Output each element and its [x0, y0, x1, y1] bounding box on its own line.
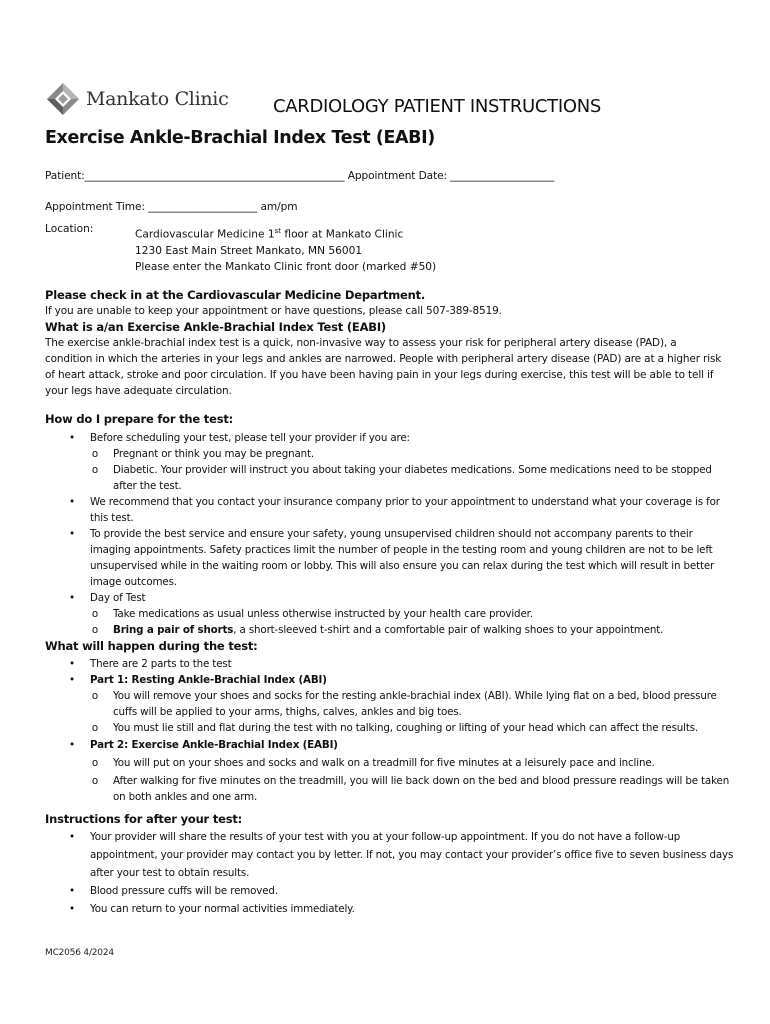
logo-text: Mankato Clinic: [86, 88, 229, 110]
sub-list-item: o After walking for five minutes on the treadmill, you will lie back down on the bed and blood pressure readings will be taken on both ankles and one arm.: [91, 775, 730, 803]
location-line-2: 1230 East Main Street Mankato, MN 56001: [135, 244, 363, 257]
list-item: • There are 2 parts to the test: [69, 658, 232, 670]
list-item: • Day of Test: [69, 592, 146, 604]
mankato-clinic-logo-icon: [46, 82, 80, 116]
what-is-text: The exercise ankle-brachial index test is a quick, non-invasive way to assess your risk for peripheral artery disease (PAD), a condition in which the arteries in your legs and ankles are narrowed. People with peripheral artery disease (PAD) are at a higher risk of heart attack, stroke and poor circulation. If you have been having pain in your legs during exercise, this test will be able to tell if your legs have adequate circulation.: [45, 337, 722, 397]
appointment-time-line: Appointment Time: _____________________ am/pm: [45, 201, 298, 213]
patient-appointment-date-line: Patient:__________________________________________________ Appointment Date: ____________________: [45, 170, 555, 182]
sub-list-item: o You will remove your shoes and socks for the resting ankle-brachial index (ABI). While lying flat on a bed, blood pressure cuffs will be applied to your arms, thighs, calves, ankles and big toes.: [91, 690, 717, 718]
form-code: MC2056 4/2024: [45, 948, 114, 958]
list-item: • Part 1: Resting Ankle-Brachial Index (ABI): [69, 674, 327, 686]
sub-list-item: o Bring a pair of shorts, a short-sleeved t-shirt and a comfortable pair of walking shoes to your appointment.: [91, 624, 664, 636]
sub-list-item: o Pregnant or think you may be pregnant.: [91, 448, 315, 460]
list-item: • Your provider will share the results of your test with you at your follow-up appointment. If you do not have a follow-up appointment, your provider may contact you by letter. If not, you may contact your provider’s office five to seven business days after your test to obtain results.: [69, 831, 734, 879]
sub-list-item: o You must lie still and flat during the test with no talking, coughing or lifting of your head which can affect the results.: [91, 722, 699, 734]
document-title: Exercise Ankle-Brachial Index Test (EABI): [45, 128, 435, 148]
list-item: • You can return to your normal activities immediately.: [69, 903, 355, 915]
checkin-heading: Please check in at the Cardiovascular Medicine Department.: [45, 288, 426, 302]
sub-list-item: o Diabetic. Your provider will instruct you about taking your diabetes medications. Some medications need to be stopped after the test.: [91, 464, 712, 492]
sub-list-item: o Take medications as usual unless otherwise instructed by your health care provider.: [91, 608, 533, 620]
prepare-heading: How do I prepare for the test:: [45, 412, 234, 426]
after-list: [45, 828, 735, 918]
during-heading: What will happen during the test:: [45, 639, 258, 653]
list-item: • Part 2: Exercise Ankle-Brachial Index (EABI): [69, 739, 338, 751]
location-line-1: Cardiovascular Medicine 1st floor at Mankato Clinic: [135, 227, 404, 241]
list-item: • We recommend that you contact your insurance company prior to your appointment to understand what your coverage is for this test.: [69, 496, 720, 524]
checkin-text: If you are unable to keep your appointment or have questions, please call 507-389-8519.: [45, 305, 502, 317]
sub-list-item: o You will put on your shoes and socks and walk on a treadmill for five minutes at a leisurely pace and incline.: [91, 757, 655, 769]
location-label: Location:: [45, 223, 94, 235]
location-address: [135, 223, 436, 275]
clinic-logo: [46, 80, 236, 118]
location-line-3: Please enter the Mankato Clinic front door (marked #50): [135, 260, 437, 273]
after-heading: Instructions for after your test:: [45, 812, 243, 826]
prepare-list: [45, 430, 735, 638]
what-is-heading: What is a/an Exercise Ankle-Brachial Index Test (EABI): [45, 320, 386, 334]
during-list: [45, 656, 735, 805]
list-item: • Blood pressure cuffs will be removed.: [69, 885, 278, 897]
document-category: CARDIOLOGY PATIENT INSTRUCTIONS: [273, 96, 602, 117]
list-item: • To provide the best service and ensure your safety, young unsupervised children should not accompany parents to their imaging appointments. Safety practices limit the number of people in the testing room and young children are not to be left unsupervised while in the waiting room or lobby. This will also ensure you can relax during the test which will result in better image outcomes.: [69, 528, 715, 588]
list-item: • Before scheduling your test, please tell your provider if you are:: [69, 432, 410, 444]
